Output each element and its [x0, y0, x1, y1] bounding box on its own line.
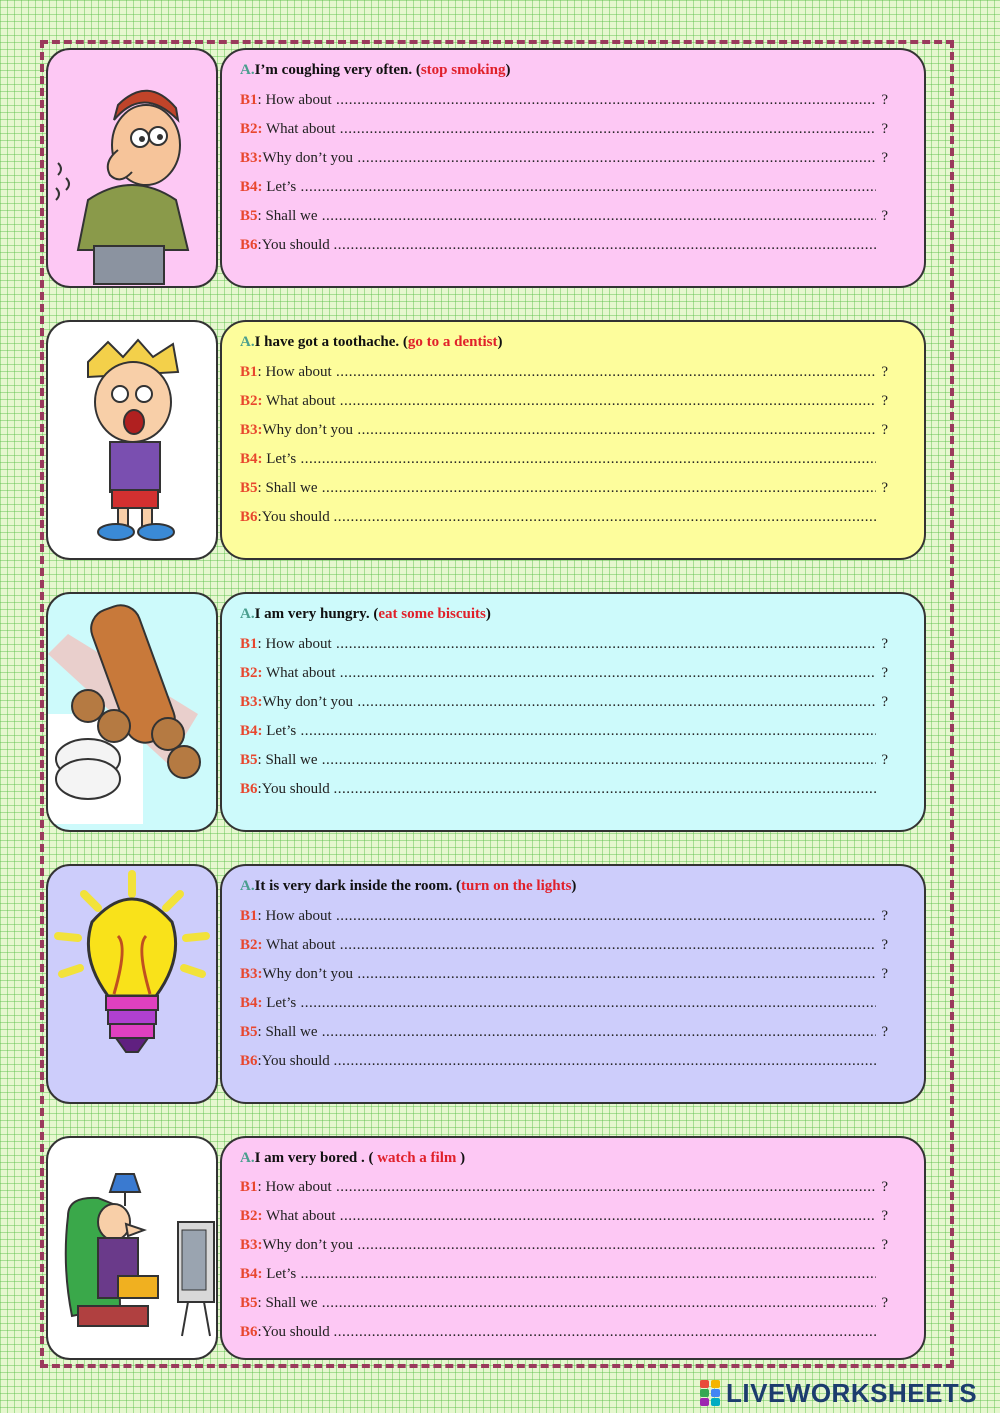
question-card [220, 320, 926, 560]
light-bulb-icon [48, 866, 216, 1102]
hint-text: stop smoking [420, 62, 506, 78]
picture-box [46, 864, 218, 1104]
statement: A.I’m coughing very often. (stop smoking) [240, 62, 511, 78]
answer-line-b2[interactable]: B2: What about ..... ? [240, 937, 888, 957]
answer-line-b5[interactable]: B5: Shall we ..... ? [240, 208, 888, 228]
liveworksheets-logo-icon [700, 1380, 722, 1406]
hint-text: turn on the lights [460, 878, 572, 894]
answer-line-b3[interactable]: B3:Why don’t you ..... ? [240, 422, 888, 442]
liveworksheets-logo[interactable] [700, 1377, 977, 1409]
hint-text: eat some biscuits [378, 606, 486, 622]
answer-line-b3[interactable]: B3:Why don’t you ..... ? [240, 1237, 888, 1257]
exercise-row-4 [46, 864, 926, 1106]
answer-line-b5[interactable]: B5: Shall we ..... ? [240, 1024, 888, 1044]
exercise-row-1 [46, 48, 926, 290]
answer-line-b4[interactable]: B4: Let’s ..... [240, 451, 888, 471]
answer-line-b5[interactable]: B5: Shall we ..... ? [240, 752, 888, 772]
answer-line-b2[interactable]: B2: What about ..... ? [240, 393, 888, 413]
question-card [220, 864, 926, 1104]
answer-line-b3[interactable]: B3:Why don’t you ..... ? [240, 966, 888, 986]
answer-line-b2[interactable]: B2: What about ..... ? [240, 1208, 888, 1228]
statement: A.I am very bored . ( watch a film ) [240, 1150, 466, 1166]
answer-line-b6[interactable]: B6:You should ..... [240, 237, 888, 257]
picture-box [46, 1136, 218, 1360]
picture-box [46, 592, 218, 832]
question-card [220, 592, 926, 832]
answer-line-b5[interactable]: B5: Shall we ..... ? [240, 480, 888, 500]
answer-line-b4[interactable]: B4: Let’s ..... [240, 723, 888, 743]
question-card [220, 48, 926, 288]
answer-line-b1[interactable]: B1: How about ..... ? [240, 92, 888, 112]
answer-line-b6[interactable]: B6:You should ..... [240, 509, 888, 529]
question-card [220, 1136, 926, 1360]
brand-name: LIVEWORKSHEETS [726, 1377, 978, 1408]
answer-line-b2[interactable]: B2: What about ..... ? [240, 665, 888, 685]
answer-line-b4[interactable]: B4: Let’s ..... [240, 179, 888, 199]
answer-line-b4[interactable]: B4: Let’s ..... [240, 1266, 888, 1286]
answer-line-b3[interactable]: B3:Why don’t you ..... ? [240, 150, 888, 170]
answer-line-b1[interactable]: B1: How about ..... ? [240, 1179, 888, 1199]
boy-toothache-icon [48, 322, 216, 558]
answer-line-b4[interactable]: B4: Let’s ..... [240, 995, 888, 1015]
answer-line-b1[interactable]: B1: How about ..... ? [240, 908, 888, 928]
exercise-row-3 [46, 592, 926, 834]
picture-box [46, 320, 218, 560]
answer-line-b3[interactable]: B3:Why don’t you ..... ? [240, 694, 888, 714]
answer-line-b1[interactable]: B1: How about ..... ? [240, 636, 888, 656]
exercise-row-5 [46, 1136, 926, 1362]
hint-text: go to a dentist [407, 334, 498, 350]
man-coughing-icon [48, 50, 216, 286]
statement: A.I am very hungry. (eat some biscuits) [240, 606, 491, 622]
answer-line-b6[interactable]: B6:You should ..... [240, 781, 888, 801]
statement: A.It is very dark inside the room. (turn on the lights) [240, 878, 577, 894]
statement: A.I have got a toothache. (go to a dentist) [240, 334, 503, 350]
answer-line-b6[interactable]: B6:You should ..... [240, 1053, 888, 1073]
biscuits-icon [48, 594, 216, 830]
man-watching-tv-icon [48, 1138, 216, 1360]
picture-box [46, 48, 218, 288]
answer-line-b2[interactable]: B2: What about ..... ? [240, 121, 888, 141]
exercise-row-2 [46, 320, 926, 562]
answer-line-b1[interactable]: B1: How about ..... ? [240, 364, 888, 384]
hint-text: watch a film [377, 1150, 457, 1166]
answer-line-b6[interactable]: B6:You should ..... [240, 1324, 888, 1344]
answer-line-b5[interactable]: B5: Shall we ..... ? [240, 1295, 888, 1315]
